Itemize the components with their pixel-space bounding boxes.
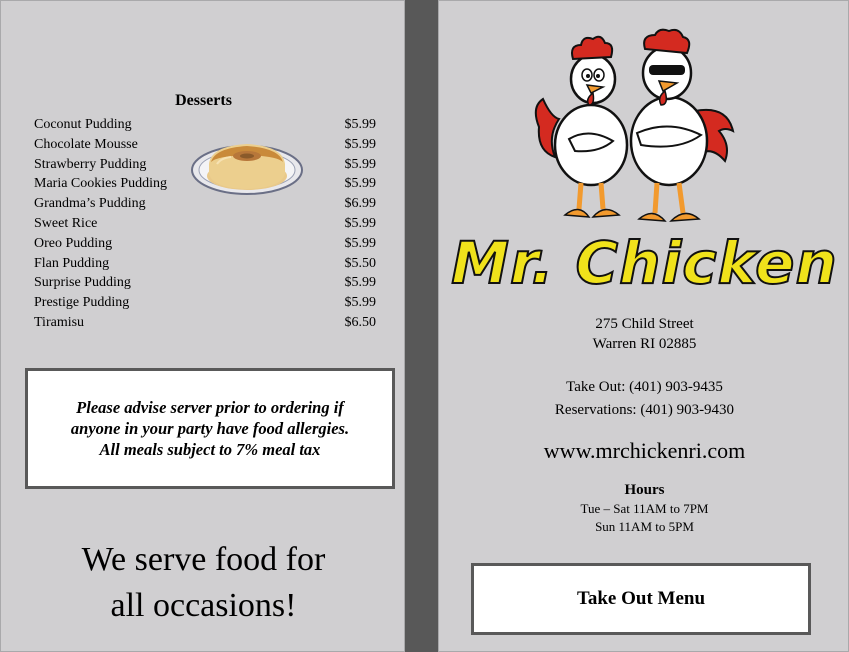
website-url: www.mrchickenri.com xyxy=(543,438,746,463)
dessert-name: Flan Pudding xyxy=(34,255,110,271)
address-block xyxy=(439,314,849,354)
dessert-row xyxy=(34,293,376,313)
left-panel xyxy=(0,0,405,652)
dessert-row xyxy=(34,234,376,254)
dessert-price: $5.99 xyxy=(344,117,376,132)
dessert-price: $5.99 xyxy=(344,156,376,172)
dessert-row xyxy=(34,254,376,274)
dessert-name: Chocolate Mousse xyxy=(34,136,138,152)
dessert-name: Oreo Pudding xyxy=(34,235,113,251)
dessert-name: Prestige Pudding xyxy=(34,295,130,311)
hours-sunday: Sun 11AM to 5PM xyxy=(595,519,694,534)
logo-text: Mr. Chicken xyxy=(451,229,838,297)
allergy-notice-text xyxy=(71,397,349,460)
dessert-name: Surprise Pudding xyxy=(34,275,131,291)
dessert-name: Coconut Pudding xyxy=(34,117,132,132)
dessert-row xyxy=(34,313,376,333)
tagline-line: all occasions! xyxy=(110,587,297,624)
dessert-name: Maria Cookies Pudding xyxy=(34,176,167,192)
address-street: 275 Child Street xyxy=(595,316,694,332)
tagline xyxy=(1,537,406,629)
dessert-row xyxy=(34,214,376,234)
allergy-notice-box xyxy=(25,368,395,489)
dessert-price: $5.99 xyxy=(344,295,376,311)
desserts-title: Desserts xyxy=(175,92,232,109)
tagline-line: We serve food for xyxy=(81,541,326,578)
dessert-name: Strawberry Pudding xyxy=(34,156,147,172)
address-city: Warren RI 02885 xyxy=(592,336,697,352)
dessert-row xyxy=(34,273,376,293)
hours-weekday: Tue – Sat 11AM to 7PM xyxy=(580,501,709,516)
dessert-price: $5.99 xyxy=(344,275,376,291)
dessert-price: $5.99 xyxy=(344,215,376,231)
dessert-row xyxy=(34,194,376,214)
dessert-name: Grandma’s Pudding xyxy=(34,196,146,212)
chicken-mascots-logo xyxy=(529,27,739,237)
dessert-name: Sweet Rice xyxy=(34,215,98,231)
takeout-phone: Take Out: (401) 903-9435 xyxy=(566,379,723,395)
pudding-image xyxy=(191,134,303,196)
dessert-row xyxy=(34,115,376,135)
notice-line: anyone in your party have food allergies. xyxy=(70,419,350,438)
dessert-name: Tiramisu xyxy=(34,314,85,330)
notice-line: Please advise server prior to ordering if xyxy=(76,398,344,417)
hours-lines xyxy=(439,500,849,536)
dessert-price: $5.50 xyxy=(344,255,376,271)
take-out-menu-box xyxy=(471,563,811,635)
dessert-price: $5.99 xyxy=(344,176,376,192)
center-divider xyxy=(405,0,438,652)
hours-title: Hours xyxy=(624,482,665,498)
dessert-price: $6.99 xyxy=(344,196,376,212)
reservations-phone: Reservations: (401) 903-9430 xyxy=(554,402,735,418)
notice-line: All meals subject to 7% meal tax xyxy=(99,440,321,459)
dessert-price: $6.50 xyxy=(344,314,376,330)
right-panel xyxy=(438,0,849,652)
contact-block xyxy=(439,376,849,422)
dessert-price: $5.99 xyxy=(344,235,376,251)
take-out-menu-label: Take Out Menu xyxy=(576,588,706,609)
dessert-price: $5.99 xyxy=(344,136,376,152)
